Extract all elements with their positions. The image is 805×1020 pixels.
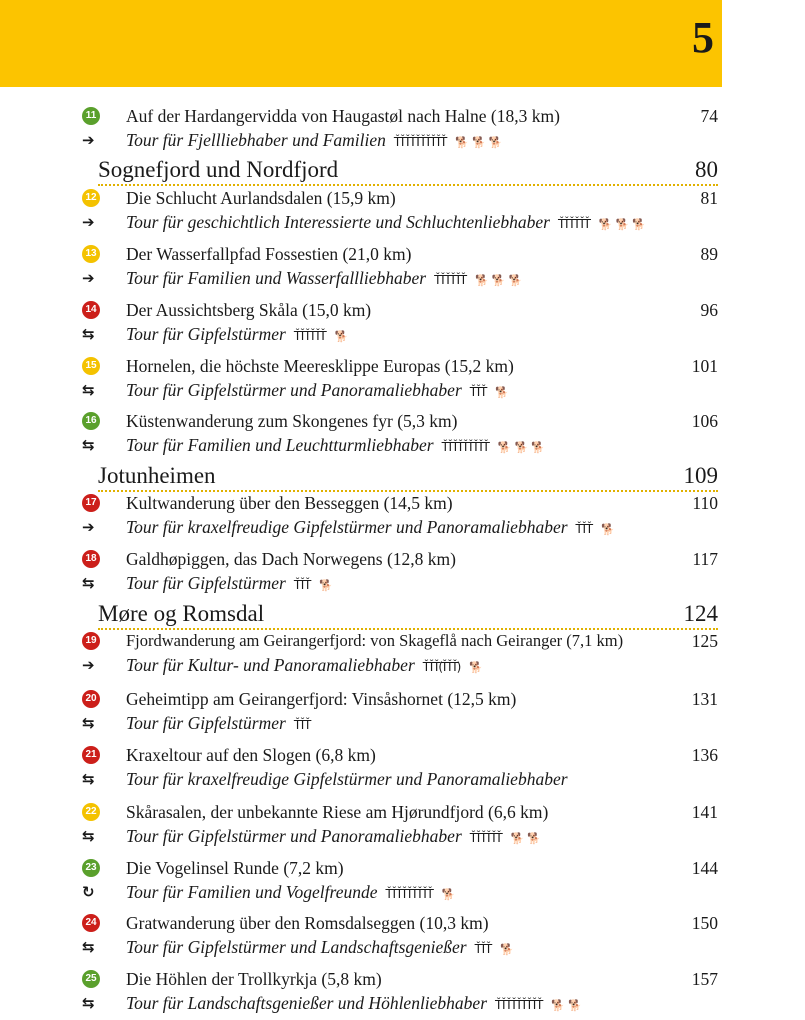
entry-tour xyxy=(126,991,585,1015)
entry-title: Küstenwanderung zum Skongenes fyr (5,3 km) xyxy=(126,411,458,431)
toc-entry[interactable] xyxy=(82,800,718,850)
entry-tour xyxy=(126,433,548,457)
entry-page: 141 xyxy=(691,802,718,822)
tour-text: Tour für Gipfelstürmer und Panoramaliebhaber xyxy=(126,380,462,400)
arrow-both-icon: ⇆ xyxy=(82,325,95,343)
entry-page: 74 xyxy=(700,106,718,126)
tour-text: Tour für Gipfelstürmer xyxy=(126,573,286,593)
arrow-both-icon: ⇆ xyxy=(82,770,95,788)
entry-title: Die Höhlen der Trollkyrkja (5,8 km) xyxy=(126,969,382,989)
arrow-both-icon: ⇆ xyxy=(82,714,95,732)
entry-page: 125 xyxy=(691,631,718,651)
entry-number-badge: 24 xyxy=(82,914,100,932)
tour-text: Tour für Familien und Leuchtturmliebhaber xyxy=(126,435,434,455)
dog-icon: 🐕🐕🐕 xyxy=(475,274,526,287)
dog-icon: 🐕🐕🐕 xyxy=(455,136,506,149)
arrow-loop-icon: ↻ xyxy=(82,883,95,901)
entry-number-badge: 22 xyxy=(82,803,100,821)
tour-text: Tour für kraxelfreudige Gipfelstürmer und Panoramaliebhaber xyxy=(126,769,568,789)
people-icon: ŤŤŤ xyxy=(575,522,592,536)
entry-title: Fjordwanderung am Geirangerfjord: von Skageflå nach Geiranger (7,1 km) xyxy=(126,631,624,650)
entry-tour xyxy=(126,378,512,402)
entry-page: 144 xyxy=(691,858,718,878)
entry-title: Galdhøpiggen, das Dach Norwegens (12,8 km) xyxy=(126,549,456,569)
entry-tour xyxy=(126,935,517,959)
entry-number-badge: 13 xyxy=(82,245,100,263)
people-icon: ŤŤŤŤŤŤ xyxy=(469,831,501,845)
entry-number-badge: 19 xyxy=(82,632,100,650)
section-name: Sognefjord und Nordfjord xyxy=(98,157,339,182)
dog-icon: 🐕 xyxy=(319,579,337,592)
dog-icon: 🐕🐕 xyxy=(551,999,585,1012)
entry-page: 117 xyxy=(692,549,718,569)
entry-title: Auf der Hardangervidda von Haugastøl nach Halne (18,3 km) xyxy=(126,106,560,126)
entry-page: 101 xyxy=(691,356,718,376)
people-icon: ŤŤŤŤŤŤ xyxy=(557,217,589,231)
tour-text: Tour für Kultur- und Panoramaliebhaber xyxy=(126,655,415,675)
entry-page: 89 xyxy=(700,244,718,264)
section-page: 80 xyxy=(695,157,718,182)
entry-tour xyxy=(126,515,618,539)
entry-tour xyxy=(126,128,505,152)
tour-text: Tour für kraxelfreudige Gipfelstürmer und Panoramaliebhaber xyxy=(126,517,568,537)
toc-entry[interactable] xyxy=(82,242,718,292)
toc-entry[interactable] xyxy=(82,186,718,236)
entry-title: Die Vogelinsel Runde (7,2 km) xyxy=(126,858,344,878)
arrow-both-icon: ⇆ xyxy=(82,436,95,454)
entry-number-badge: 20 xyxy=(82,690,100,708)
dog-icon: 🐕🐕 xyxy=(510,832,545,845)
arrow-both-icon: ⇆ xyxy=(82,938,95,956)
entry-title: Kraxeltour auf den Slogen (6,8 km) xyxy=(126,745,376,765)
entry-title: Der Aussichtsberg Skåla (15,0 km) xyxy=(126,300,372,320)
people-icon: ŤŤŤ xyxy=(474,942,491,956)
entry-tour xyxy=(126,266,525,290)
entry-page: 157 xyxy=(691,969,718,989)
entry-title: Kultwanderung über den Besseggen (14,5 km) xyxy=(126,493,453,513)
entry-number-badge: 23 xyxy=(82,859,100,877)
entry-tour xyxy=(126,767,568,791)
entry-tour xyxy=(126,653,486,677)
dog-icon: 🐕🐕🐕 xyxy=(497,441,548,454)
tour-text: Tour für Familien und Wasserfallliebhaber xyxy=(126,268,427,288)
entry-page: 106 xyxy=(691,411,718,431)
tour-text: Tour für Landschaftsgenießer und Höhlenliebhaber xyxy=(126,993,488,1013)
entry-page: 150 xyxy=(691,913,718,933)
people-icon: ŤŤŤŤŤŤŤŤŤŤ xyxy=(393,135,446,149)
entry-number-badge: 12 xyxy=(82,189,100,207)
people-icon: ŤŤŤ xyxy=(469,385,486,399)
people-icon: ŤŤŤ(ŤŤŤ) xyxy=(422,660,460,674)
entry-tour xyxy=(126,571,336,595)
entry-number-badge: 14 xyxy=(82,301,100,319)
entry-number-badge: 17 xyxy=(82,494,100,512)
dog-icon: 🐕 xyxy=(601,523,618,536)
arrow-both-icon: ⇆ xyxy=(82,994,95,1012)
arrow-both-icon: ⇆ xyxy=(82,827,95,845)
people-icon: ŤŤŤ xyxy=(293,578,310,592)
toc-entry[interactable] xyxy=(82,547,718,597)
entry-number-badge: 11 xyxy=(82,107,100,125)
entry-title: Hornelen, die höchste Meeresklippe Europas (15,2 km) xyxy=(126,356,514,376)
entry-tour xyxy=(126,322,351,346)
people-icon: ŤŤŤŤŤŤ xyxy=(293,329,325,343)
dog-icon: 🐕🐕🐕 xyxy=(598,218,650,231)
toc-entry[interactable] xyxy=(82,298,718,348)
toc-entry[interactable] xyxy=(82,967,718,1017)
toc-entry[interactable] xyxy=(82,409,718,459)
page-number: 5 xyxy=(692,13,714,62)
tour-text: Tour für geschichtlich Interessierte und Schluchtenliebhaber xyxy=(126,212,550,232)
tour-text: Tour für Familien und Vogelfreunde xyxy=(126,882,378,902)
section-heading[interactable] xyxy=(98,602,718,630)
people-icon: ŤŤŤ xyxy=(293,718,310,732)
entry-number-badge: 25 xyxy=(82,970,100,988)
header-bar xyxy=(0,0,722,87)
toc-entry[interactable] xyxy=(82,629,718,679)
entry-title: Die Schlucht Aurlandsdalen (15,9 km) xyxy=(126,188,396,208)
entry-title: Der Wasserfallpfad Fossestien (21,0 km) xyxy=(126,244,412,264)
arrow-both-icon: ⇆ xyxy=(82,574,95,592)
entry-number-badge: 15 xyxy=(82,357,100,375)
arrow-both-icon: ⇆ xyxy=(82,381,95,399)
arrow-right-icon: ➔ xyxy=(82,656,95,674)
section-name: Jotunheimen xyxy=(98,463,216,488)
tour-text: Tour für Gipfelstürmer xyxy=(126,324,286,344)
toc-entry[interactable] xyxy=(82,743,718,793)
people-icon: ŤŤŤŤŤŤ xyxy=(434,273,466,287)
entry-page: 136 xyxy=(691,745,718,765)
arrow-right-icon: ➔ xyxy=(82,269,95,287)
dog-icon: 🐕 xyxy=(334,330,352,343)
entry-tour xyxy=(126,824,544,848)
entry-tour xyxy=(126,880,458,904)
toc-entry[interactable] xyxy=(82,354,718,404)
entry-page: 131 xyxy=(691,689,718,709)
arrow-right-icon: ➔ xyxy=(82,518,95,536)
section-page: 109 xyxy=(683,463,718,488)
tour-text: Tour für Fjellliebhaber und Familien xyxy=(126,130,386,150)
toc-entry[interactable] xyxy=(82,491,718,541)
people-icon: ŤŤŤŤŤŤŤŤŤ xyxy=(495,998,542,1012)
entry-number-badge: 21 xyxy=(82,746,100,764)
arrow-right-icon: ➔ xyxy=(82,213,95,231)
arrow-right-icon: ➔ xyxy=(82,131,95,149)
dog-icon: 🐕 xyxy=(500,943,517,956)
section-heading[interactable] xyxy=(98,158,718,186)
section-page: 124 xyxy=(683,601,718,626)
dog-icon: 🐕 xyxy=(495,386,513,399)
toc-entry[interactable] xyxy=(82,911,718,961)
dog-icon: 🐕 xyxy=(441,888,459,901)
people-icon: ŤŤŤŤŤŤŤŤŤ xyxy=(385,887,432,901)
section-name: Møre og Romsdal xyxy=(98,601,265,626)
entry-title: Gratwanderung über den Romsdalseggen (10,3 km) xyxy=(126,913,489,933)
entry-title: Skårasalen, der unbekannte Riese am Hjørundfjord (6,6 km) xyxy=(126,802,549,822)
toc-entry[interactable] xyxy=(82,687,718,737)
entry-title: Geheimtipp am Geirangerfjord: Vinsåshornet (12,5 km) xyxy=(126,689,517,709)
entry-number-badge: 18 xyxy=(82,550,100,568)
tour-text: Tour für Gipfelstürmer xyxy=(126,713,286,733)
people-icon: ŤŤŤŤŤŤŤŤŤ xyxy=(441,440,488,454)
entry-tour xyxy=(126,711,309,735)
toc-entry[interactable] xyxy=(82,856,718,906)
entry-page: 110 xyxy=(692,493,718,513)
tour-text: Tour für Gipfelstürmer und Landschaftsgenießer xyxy=(126,937,467,957)
entry-page: 96 xyxy=(700,300,718,320)
entry-page: 81 xyxy=(700,188,718,208)
entry-number-badge: 16 xyxy=(82,412,100,430)
dog-icon: 🐕 xyxy=(469,661,486,674)
entry-tour xyxy=(126,210,649,234)
section-heading[interactable] xyxy=(98,464,718,492)
tour-text: Tour für Gipfelstürmer und Panoramaliebhaber xyxy=(126,826,462,846)
toc-entry[interactable] xyxy=(82,104,718,154)
